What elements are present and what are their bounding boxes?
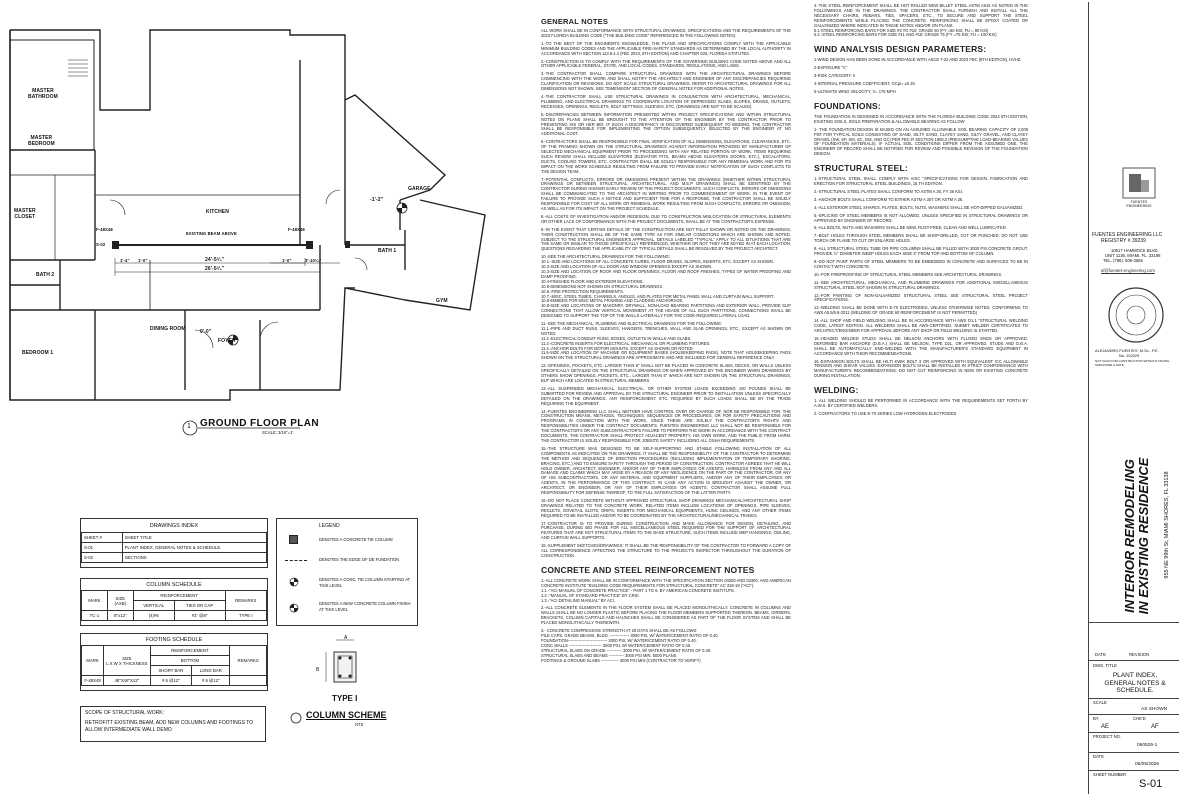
logo-text: FUENTES ENGINEERING: [1126, 200, 1152, 208]
cell: PLANT INDEX, GENERAL NOTES & SCHEDULE.: [122, 543, 266, 553]
ft-remarks: REMARKS: [230, 646, 267, 676]
note-item: 9.-DO NOT PAINT PARTS OF STEEL MEMBERS TO BE EMBEDDED IN CONCRETE AND SURFACES TO BE IN CONTACT WITH CONCRETE.: [814, 259, 1028, 269]
note-item: 1.-ALL CONCRETE WORK SHALL BE IN CONFORMANCE WITH THE SPECIFICATION SECTION 03200 AND 03300, AND AMERICAN CONCRETE INSTITUTE "BUILDING CODE REQUIREMENTS FOR STRUCTURAL CONCRETE" AC 318-19 ("ACI"). 1.1.-"ACI MANUAL OF CONCRETE PRACTICE" - PART 1 TO 6, BY AMERICAN CONCRETE INSTITUTE. 1.2.-"MANUAL OF STANDARD PRACTICE" BY CRSI. 1.3.-"ACI DETAILING MANUAL" BY ACI.: [541, 577, 791, 603]
dim-1-4: 1'-4": [120, 258, 130, 263]
wind-list: [814, 58, 1028, 95]
registry: REGISTRY # 39239: [1101, 238, 1146, 244]
scheme-marker: [290, 712, 302, 724]
note-item: 5-ULTIMATE WIND VELOCITY, V= 175 MPH: [814, 88, 896, 94]
note-item: 6.-ALL BOLTS, NUTS AND WASHERS SHALL BE NEW, RUST-FREE, CLEAN AND WELL LUBRICATED.: [814, 225, 1007, 231]
engineer-seal-icon: [1107, 286, 1165, 344]
dwg-title-label: DWG. TITLE: [1093, 663, 1117, 668]
date2-label: DATE: [1093, 754, 1104, 759]
footing-schedule: [80, 633, 268, 691]
dwg-title: PLANT INDEX, GENERAL NOTES & SCHEDULE.: [1104, 672, 1166, 694]
legend-item-2: DENOTES THE EDGE OF DE FUNDATION: [319, 557, 400, 562]
dim-24: 24'-5³⁄₄": [205, 257, 225, 263]
room-bath2: BATH 2: [36, 272, 55, 278]
note-item: 13.-ALL SUSPENDED MECHANICAL, ELECTRICAL, OR OTHER SYSTEM LOADS EXCEEDING 100 POUNDS SHALL BE SUBMITTED FOR REVIEW AND APPROVAL BY THE STRUCTURAL ENGINEER PRIOR TO INSTALLATION UNLESS SPECIFICALLY DETAILED ON THE DRAWINGS. ANY REINFORCEMENT, ETC. REQUIRED BY SUCH LOADS SHALL BE BY THE TRADE REQUIRING THE EQUIPMENT.: [541, 385, 791, 406]
scheme-nts: NTS: [355, 722, 364, 727]
note-item: 2-EXPOSURE "C": [814, 65, 848, 71]
col-mark: MARK: [82, 591, 108, 611]
note-item: 1-WIND DESIGN HAS BEEN DONE IN ACCORDANCE WITH ASCE 7-22 AND 2023 FBC (8TH EDITION), HVHZ.: [814, 57, 1022, 63]
note-item: 2.-ALL CONCRETE ELEMENTS IN THE FLOOR SYSTEM SHALL BE PLACED MONOLITHICALLY. CONCRETE IN COLUMNS AND WALLS SHALL BE NO LONGER PLASTIC BEFORE PLACING THE FLOOR MEMBERS SUPPORTED THEREON. BEAMS, GIRDERS, BRACKETS, COLUMN CAPITALS AND HAUNCHES SHALL BE CONSIDERED AS PART OF THE FLOOR SYSTEM AND SHALL BE PLACED MONOLITHICALLY THEREWITH.: [541, 605, 791, 626]
cell: S-01: [82, 543, 123, 553]
foundation-edge-icon: [285, 560, 307, 561]
note-item: 14.-ALL SHOP AND FIELD WELDING SHALL BE IN ACCORDANCE WITH AWS D1.1 "STRUCTURAL WELDING CODE, LATEST EDITION. ALL WELDERS SHALL BE AWS-CERTIFIED. SUBMIT WELDER CERTIFICATES TO ARCHITECT/ENGINEER FOR APPROVAL BEFORE ANY SHOP OR FIELD WELDING IS STARTED.: [814, 318, 1028, 333]
general-notes-list: [541, 42, 791, 559]
notes-column-2: [814, 4, 1028, 794]
cell: TYPE I: [225, 611, 266, 621]
welding-title: WELDING:: [814, 385, 859, 396]
sheet-number-label: SHEET NUMBER: [1093, 772, 1127, 777]
by-value: AE: [1101, 724, 1110, 730]
note-item: 1- THE FOUNDATION DESIGN IS BASED ON AN ASSUMED ALLOWABLE SOIL BEARING CAPACITY OF 2,000 PSF FOR TYPICAL SOILS CONSISTING OF SAND, SILTY SAND, CLAYEY SAND, SILTY GRAVEL, AND CLAYEY GRAVEL (SW, SP, SM, SC, GM, AND GC) PER FBC-R SECTION 1806.2 (PRESUMPTIVE LOAD-BEARING VALUES OF FOUNDATION MATERIALS). IF ACTUAL SOIL CONDITIONS DIFFER FROM THE ASSUMED ONE, THE ENGINEER OF RECORD SHALL BE NOTIFIED FOR REVIEW AND POSSIBLE REVISION OF THE FOUNDATION DESIGN.: [814, 126, 1028, 157]
table-row: [82, 676, 267, 686]
note-item: 11.-SEE THE MECHANICAL, PLUMBING AND ELECTRICAL DRAWINGS FOR THE FOLLOWING: 11.1.-PIPE AND DUCT RUNS, SLEEVES, HANGERS, TRENCHES, WALL AND SLAB OPENINGS, ETC., EXCEPT AS SHOWN OR NOTED. 11.2.-ELECTRICAL CONDUIT RUNS, BOXES, OUTLETS IN WALLS AND SLABS. 11.3.-CONCRETE INSERTS FOR ELECTRICAL, MECHANICAL OR PLUMBING FIXTURES. 11.4.-ANCHOR BOLTS FOR MOTOR MOUNTS, EXCEPT AS SHOWN OR NOTED. 11.5-SIZE AND LOCATION OF MACHINE OR EQUIPMENT BASES (HOUSEKEEPING PADS). NOTE THAT HOUSEKEEPING PADS SHOWN ON THE STRUCTURAL DRAWINGS ARE APPROXIMATE AND ARE INCLUDED FOR GENERAL REFERENCE ONLY.: [541, 321, 791, 361]
foundations-list: [814, 115, 1028, 157]
legend-item-4: DENOTES A NEW CONCRETE COLUMN FINISH AT THIS LEVEL: [319, 601, 411, 612]
ft-reinf: REINFORCEMENT: [150, 646, 230, 656]
tie-column-icon: [289, 535, 298, 544]
tag-footing-right: F-48X48: [288, 227, 305, 232]
note-item: 7.-POTENTIAL CONFLICTS, ERRORS OR OMISSIONS PRESENT WITHIN THE DRAWINGS (WHETHER WITHIN STRUCTURAL DRAWINGS OR BETWEEN STRUCTURAL, ARCHITECTURAL, AND M.E.P DRAWINGS) SHALL BE IDENTIFIED BY THE CONTRACTOR DURING HIS/HER EARLY REVIEW OF THE PROJECT DOCUMENTS. SUCH CONFLICTS, ERRORS OR OMISSIONS SHALL BE COMMUNICATED TO THE ARCHITECT IN WRITING PRIOR TO COMMENCEMENT OF WORK. IN THE EVENT OF FAILURE TO PROVIDE SUCH A NOTICE AND SUFFICIENT TIME FOR A RESPONSE, THE CONTRACTOR SHALL BE SOLELY RESPONSIBLE FOR COST OF ALL WORK OR REMEDIAL WORK RESULTING FROM SUCH CONFLICTS, ERRORS OR OMISSION, AS WELL AS FOR ITS IMPACT ON THE PROJECT SCHEDULE.: [541, 176, 791, 211]
project-address: 955 NE 99th St, MIAMI SHORES, FL 33138: [1164, 471, 1170, 579]
note-item: 12.-FOR PAINTING OF NON-GALVANIZED STRUCTURAL STEEL SEE STRUCTURAL STEEL PROJECT SPECIFICATIONS.: [814, 292, 1028, 303]
scheme-label-b: B: [316, 667, 320, 673]
legend: [276, 518, 418, 626]
tie-column-start-icon: [289, 577, 299, 587]
column-scheme-drawing: [312, 636, 372, 696]
dim-1-0-left: 1'-0": [138, 258, 148, 263]
note-item: 1.-TO THE BEST OF THE ENGINEER'S KNOWLEDGE, THE PLANS AND SPECIFICATIONS COMPLY WITH THE APPLICABLE MINIMUM BUILDING CODES AND THE APPLICABLE FIRE-SAFETY STANDARDS AS DETERMINED BY THE LOCAL AUTHORITY IN ACCORDANCE WITH SECTION 113.8.4.4 (FBC 2023, 8TH EDITION) AND CHAPTER 633, FLORIDA STATUTES.: [541, 40, 791, 56]
general-notes-intro: ALL WORK SHALL BE IN CONFORMANCE WITH STRUCTURAL DRAWINGS, SPECIFICATIONS AND THE REQUIREMENTS OF THE 2023 FLORIDA BUILDING CODE ("THE BUILDING CODE" REFERENCED IN THE FOLLOWING NOTES).: [541, 28, 791, 38]
cell: # 6 @12": [150, 676, 192, 686]
col-vertical: VERTICAL: [133, 601, 174, 611]
room-foyer: FOYER: [218, 338, 236, 344]
cell: [230, 676, 267, 686]
note-item: 16.-DO NOT PLACE CONCRETE WITHOUT APPROVED STRUCTURAL SHOP DRAWINGS MECHANICAL/ARCHITECTURAL SHOP DRAWINGS RELATED TO THE CONCRETE WORK. RELATED ITEMS INCLUDE LOCATIONS OF OPENINGS, PIPE SLEEVES, REGLETS, DOVETAIL SLOTS, DRIPS, INSERTS FOR MECHANICAL EQUIPMENTS, HUNG CEILINGS, AND ANY OTHER ITEMS REQUIRED TO BE INSTALLED AND/OR TO BE COORDINATED BY THE ARCHITECTURAL/MECHANICAL TRADES.: [541, 497, 791, 518]
note-item: 15.-HEADED WELDED STUDS SHALL BE NELSON ANCHORS WITH FLUXED ENDS OR APPROVED. DEFORMED BAR ANCHORS (D.B.A.) SHALL BE NELSON, TYPE D2L, OR APPROVED. STUDS AND D.B.A. SHALL BE AUTOMATICALLY END-WELDED WITH THE MANUFACTURER'S STANDARD EQUIPMENT IN ACCORDANCE WITH THEIR RECOMMENDATIONS.: [814, 335, 1028, 356]
note-item: 5.-DISCREPANCIES BETWEEN INFORMATION PRESENTED WITHIN PROJECT SPECIFICATIONS AND WITHIN STRUCTURAL NOTES ON PLANS SHALL BE BROUGHT TO THE ATTENTION OF THE ENGINEER BY THE CONTRACTOR PRIOR TO PRESENTING HIS OR HER BID. IF SUCH A DISCREPANCY IS DISCOVERED SUBSEQUENT TO BIDDING, THE CONTRACTOR SHALL BE RESPONSIBLE FOR IMPLEMENTING THE OPTION SUBSEQUENTLY SELECTED BY THE ENGINEER AT NO ADDITIONAL COST.: [541, 111, 791, 137]
note-item: THE FOUNDATION IS DESIGNED IN ACCORDANCE WITH THE FLORIDA BUILDING CODE 2023 8TH EDITION, EXISTING SOILS, SOILS PREPARATION & ALLOWABLE BEARING AS FOLLOW:: [814, 113, 1028, 124]
new-column-icon: [289, 603, 299, 613]
room-master-bathroom: MASTER BATHROOM: [28, 88, 58, 100]
legend-title: LEGEND: [319, 523, 340, 529]
by-label: BY: [1093, 716, 1099, 721]
scope-title: SCOPE OF STRUCTURAL WORK:: [85, 710, 164, 716]
scope-text: RETROFITT EXISTING BEAM, ADD NEW COLUMNS AND FOOTINGS TO ALLOW INTERMEDIATE WALL DEMO: [85, 720, 254, 733]
note-item: 3.-THE CONTRACTOR SHALL COMPARE STRUCTURAL DRAWINGS WITH THE ARCHITECTURAL DRAWINGS BEFORE COMMENCING WITH THE WORK AND SHALL NOTIFY THE ARCHITECT AND ENGINEER OF ANY DISCREPANCIES REQUIRING CLARIFICATION OR REVISIONS. DO NOT SCALE STRUCTURAL DRAWINGS. REFER TO ARCHITECTURAL DRAWINGS FOR ALL DIMENSIONS NOT SHOWN. SEE "DIMENSION" SECTION OF GENERAL NOTES FOR ADDITIONAL NOTES.: [541, 71, 791, 92]
license-number: No. 102029: [1119, 353, 1140, 358]
cell: #3¨ @8": [174, 611, 225, 621]
company-name: FUENTES ENGINEERING LLC: [1092, 232, 1163, 238]
room-bedroom1: BEDROOM 1: [22, 350, 54, 356]
email-link[interactable]: af@fuentes-engineering.com: [1101, 268, 1155, 273]
sheet-number: S-01: [1139, 778, 1163, 790]
cell: 48"X48"X12": [104, 676, 150, 686]
foundations-title: FOUNDATIONS:: [814, 100, 881, 111]
date2-value: 06/05/2026: [1135, 762, 1160, 767]
scheme-type: TYPE I: [332, 694, 358, 703]
project-title: INTERIOR REMODELING IN EXISTING RESIDENCE: [1122, 457, 1151, 615]
room-master-closet: MASTER CLOSET: [14, 208, 36, 220]
concrete-notes-title: CONCRETE AND STEEL REINFORCEMENT NOTES: [541, 564, 755, 575]
elevation-garage: -1'-2": [370, 197, 384, 203]
footing-schedule-title: FOOTING SCHEDULE: [145, 637, 203, 643]
col-size: SIZE (AXB): [107, 591, 133, 611]
table-row: [82, 543, 267, 553]
title-block: [1088, 2, 1179, 794]
project-no-label: PROJECT NO.: [1093, 734, 1122, 739]
note-item: 4.-THE CONTRACTOR SHALL USE STRUCTURAL DRAWINGS IN CONJUNCTION WITH ARCHITECTURAL, MECHANICAL, PLUMBING, AND ELECTRICAL DRAWINGS TO COORDINATE LOCATION OF DEPRESSED SLABS, SLOPES, DRAINS, OUTLETS, RECESSES, OPENINGS, REGLETS, BOLT SETTINGS, SLEEVES, ETC. (DRAWINGS ARE NOT TO BE SCALED).: [541, 93, 791, 109]
room-master-bedroom: MASTER BEDROOM: [28, 135, 55, 147]
welding-list: [814, 399, 1028, 417]
room-kitchen: KITCHEN: [206, 209, 229, 215]
dim-1-0-right: 1'-0": [282, 258, 292, 263]
structural-steel-list: [814, 177, 1028, 379]
scale-label: SCALE: [1093, 700, 1107, 705]
note-item: 4.-ALL EXTERIOR STEEL SHAPES, PLATES, BOLTS, NUTS, WASHERS SHALL BE HOT-DIPPED GALVANIZED.: [814, 204, 1024, 210]
dim-26: 26'-5³⁄₄": [205, 266, 225, 272]
note-item: 8.-ALL COSTS OF INVESTIGATION AND/OR REDESIGN, DUE TO CONSTRUCTION MISLOCATION OR STRUCTURAL ELEMENTS OR OTHER LACK OF CONFORMANCE WITH THE PROJECT DOCUMENTS, SHALL BE AT THE CONTRACTOR'S EXPENSE.: [541, 213, 791, 224]
note-item: 15.-THE STRUCTURE WAS DESIGNED TO BE SELF-SUPPORTING AND STABLE FOLLOWING INSTALLATION OF ALL COMPONENTS AS INDICATED ON THE DRAWINGS. IT SHALL BE THE RESPONSIBILITY OF THE CONTRACTOR TO DETERMINE THE METHOD AND SEQUENCE OF ERECTION PROCEDURES (INCLUDING IMPLEMENTATION OF TEMPORARY SHORING, BRACING, ETC.) AND TO ENSURE SAFETY THROUGH THE PERIOD OF CONSTRUCTION. CONTRACTOR AGREES THAT HE WILL HOLD OWNER, ARCHITECT, ENGINEER, AND/OR ANY OF THEIR EMPLOYEES OR AGENTS, HARMLESS FROM ANY AND ALL DAMAGE AND CLAIMS WHICH MAY ARISE BY A REASON OF ANY NEGLIGENCE ON THE PART OF THE CONTRACTOR, OR ANY OF HIS SUBCONTRACTORS, OR ANY MATERIAL AND EQUIPMENT SUPPLIERS, AND/OR ANY OF THEIR EMPLOYEES OR AGENTS, IN THE PERFORMANCE OF THIS CONTRACT. IN CASE ANY ACTION IS BROUGHT AGAINST THE OWNER, OR ARCHITECT, OR ENGINEER, OR ANY OF THEIR EMPLOYEES OR AGENTS, CONTRACTOR SHALL ASSUME FULL RESPONSIBILITY FOR DEFENSE THEREOF, TO THE FULL SATISFACTION OF THE LATTER PARTY.: [541, 445, 791, 496]
tag-s02: S-02: [96, 242, 106, 247]
note-item: 13.-WELDING SHALL BE DONE WITH E-70 ELECTRODES, UNLESS OTHERWISE NOTED. CONFORMING TO AWS A5.5/5.8-2011 (WELDING OF GRADE 60 REINFORCEMENT IS NOT PERMITTED): [814, 305, 1028, 316]
revision-label: REVISION: [1129, 652, 1150, 657]
plan-number: 1: [187, 423, 191, 430]
note-item: 3.-ANCHOR BOLTS SHALL CONFORM TO EITHER ASTM A 307 OR ASTM A 36.: [814, 196, 964, 202]
room-gym: GYM: [436, 298, 448, 304]
note-item: 2.-STRUCTURAL STEEL PLATES SHALL CONFORM TO ASTM A 36, FY 36 KSI.: [814, 188, 963, 194]
cell: TC-1: [82, 611, 108, 621]
column-schedule-title: COLUMN SCHEDULE: [146, 582, 202, 588]
scale-value: AS SHOWN: [1141, 707, 1168, 712]
note-item: 1. ALL WELDING SHOULD BE PERFORMED IN ACCORDANCE WITH THE REQUIREMENTS SET FORTH BY A.W.S. BY CERTIFIED WELDERS.: [814, 398, 1028, 409]
legend-item-3: DENOTES A CONC. TIE COLUMN STARTING AT THIS LEVEL: [319, 577, 411, 588]
plan-title: GROUND FLOOR PLAN: [200, 418, 320, 429]
address-line2: UNIT 1136, MIAMI, FL. 33196: [1105, 253, 1161, 258]
tag-existing-beam: EXISTING BEAM ABOVE: [186, 231, 237, 236]
note-item: 1.-STRUCTURAL STEEL SHALL COMPLY WITH AISC "SPECIFICATIONS FOR DESIGN, FABRICATION AND ERECTION FOR STRUCTURAL STEEL BUILDINGS, 15 TH EDITION.: [814, 176, 1028, 187]
col-ties: TIES OR CAP: [174, 601, 225, 611]
ft-mark: MARK: [82, 646, 104, 676]
note-item: 3-RISK CATEGORY: II: [814, 73, 856, 79]
wind-title: WIND ANALYSIS DESIGN PARAMETERS:: [814, 44, 987, 55]
room-bath1: BATH 1: [378, 248, 397, 254]
note-item: 16.-EXPANSION BOLTS SHALL BE HILTI KWIK BOLT 3 OR APPROVED WITH EQUIVALENT ICC ALLOWABLE TENSION AND SHEAR VALUES. EXPANSION BOLTS SHALL BE INSTALLED IN STRICT CONFORMANCE WITH MANUFACTURER'S RECOMMENDATIONS. DO NOT CUT REINFORCING IN NEW OR EXISTING CONCRETE DURING INSTALLATION.: [814, 358, 1028, 379]
cell: F-48X48: [82, 676, 104, 686]
table-row: [82, 553, 267, 563]
legend-item-1: DENOTES A CONCRETE TIE COLUMN: [319, 537, 393, 542]
general-notes-title: GENERAL NOTES: [541, 17, 609, 26]
cell: S-02: [82, 553, 123, 563]
room-garage: GARAGE: [408, 186, 431, 192]
col-remarks: REMARKS: [225, 591, 266, 611]
note-item: 4-INTERNAL PRESSURE COEFFICIENT, GCpi= ±0.18: [814, 81, 915, 87]
date-label: DATE: [1095, 652, 1106, 657]
index-header-title: SHEET TITLE: [122, 533, 266, 543]
project-no-value: 060526-1: [1137, 743, 1158, 748]
drawings-index: [80, 518, 268, 568]
col-reinf: REINFORCEMENT: [133, 591, 225, 601]
room-dining: DINING ROOM: [150, 326, 186, 332]
telephone: TEL. (786). 505-3555: [1103, 258, 1143, 263]
note-item: 10.-SEE THE ARCHITECTURAL DRAWINGS FOR THE FOLLOWING: 10.1.-SIZE AND LOCATIONS OF ALL CONCRETE CURBS, FLOOR DRAINS, SLOPES, INSERTS, ETC. EXCEPT AS SHOWN. 10.2-SIZE AND LOCATION OF ALL DOOR AND WINDOW OPENINGS EXCEPT AS SHOWN. 10.3-SIZE AND LOCATION OF ROOF AND FLOOR OPENINGS, FLOOR AND ROOF FINISHES, TYPES OF WATER PROOFING AND DAMP PROOFING. 10.4-FINISHED FLOOR AND EXTERIOR ELEVATIONS. 10.5-DIMENSIONS NOT SHOWN ON STRUCTURAL DRAWINGS. 10.6.-FIRE PROTECTION REQUIREMENTS. 10.7.-MISC. STEEL TUBES, CHANNELS, ANGLES, AND PLATES FOR METAL PANEL WALL AND CURTAIN WALL SUPPORT. 10.8-EMBEDS FOR MISC METAL FRAMING AND CLADDING ANCHORAGE. 10.9-SIZE AND LOCATIONS OF MASONRY, DRYWALL, NON-LOAD BEARING PARTITIONS AND EXTERIOR WALL. PROVIDE SLIP CONNECTIONS THAT ALLOW VERTICAL MOVEMENT AT THE HEADS OF ALL SUCH PARTITIONS. CONNECTIONS SHALL BE DESIGNED TO SUPPORT THE TOP OF THE WALLS LATERALLY FOR THE CODE-REQUIRED LATERAL LOAD.: [541, 254, 791, 319]
note-item: 6.-CONTRACTORS SHALL BE RESPONSIBLE FOR FINAL VERIFICATION OF ALL DIMENSIONS, ELEVATIONS, CLEARANCES, ETC. OF THE FRAMING SHOWN ON THE STRUCTURAL DRAWINGS AGAINST INFORMATION PROVIDED BY MANUFACTURER OF SELECTED MECHANICAL EQUIPMENT PRIOR TO PROCEEDING WITH ANY RELATED PORTION OF WORK. ITEMS REQUIRING SUCH REVIEW SHALL INCLUDE ELEVATORS (ELEVATOR PITS, BEAMS ABOVE ELEVATORS DOORS, ETC.), ESCALATORS, DUCTS, COOLING TOWERS, ETC. CONTRACTOR SHALL BE SOLELY RESPONSIBLE FOR ANY REMEDIAL WORK AND FOR ITS IMPACT ON THE WORK SCHEDULE RESULTING FROM FAILURE TO PROVIDE EARLY NOTIFICATION OF SUCH CONFLICTS TO THE DESIGN TEAM.: [541, 139, 791, 174]
ft-short: SHORT BAR: [150, 666, 192, 676]
note-item: 12.-OPENINGS, POCKETS, ETC. LARGER THAN 6" SHALL NOT BE PLACED IN CONCRETE SLABS, DECKS, OR WALLS UNLESS SPECIFICALLY DETAILED ON THE STRUCTURAL DRAWINGS OR WHEN APPROVED BY THE ENGINEER WHEN DRAWINGS BY OTHERS SHOW OPENINGS, POCKETS, ETC., LARGER THAN 6" WHICH ARE NOT SHOWN ON THE STRUCTURAL DRAWINGS, BUT WHICH ARE LOCATED IN STRUCTURAL MEMBERS.: [541, 363, 791, 383]
scheme-title: COLUMN SCHEME: [306, 710, 387, 720]
note-item: 9.-IN THE EVENT THAT CERTAIN DETAILS OF THE CONSTRUCTION ARE NOT FULLY SHOWN OR NOTED ON THE DRAWINGS, THEIR CONSTRUCTION SHALL BE OF THE SAME TYPE AS FOR SIMILAR CONDITIONS WHICH ARE SHOWN AND NOTED. SUBJECT TO THE STRUCTURAL ENGINEER'S APPROVAL. DETAILS LABELED "TYPICAL" APPLY TO ALL SITUATIONS THAT ARE THE SAME OR SIMILAR TO THOSE SPECIFICALLY REFERENCED, WHETHER OR NOT THEY ARE KEYED IN AT EACH LOCATION. QUESTIONS REGARDING THE APPLICABILITY OF TYPICAL DETAILS SHALL BE RESOLVED BY THE PROJECT ARCHITECT.: [541, 226, 791, 252]
general-notes: [541, 14, 791, 794]
note-item: 17.-CONTRACTOR IS TO PROVIDE DURING CONSTRUCTION AND MAKE ALLOWANCE FOR DESIGN, DETAILING, AND PURCHASE, DURING BID PHASE FOR ALL MISCELLANEOUS STEEL REQUIRED FOR THE SUPPORT OF ARCHITECTURAL FEATURES THAT ARE NOT STRUCTURAL ITEMS TO THE BASE STRUCTURE, SUCH ITEMS INCLUDE MEP HANGINGS, CEILING, AND CURTAIN WALL SUPPORTS.: [541, 520, 791, 541]
table-row: [82, 611, 267, 621]
cell: # 6 @12": [192, 676, 230, 686]
concrete-notes-list: [541, 579, 791, 664]
cell: SECTIONS: [122, 553, 266, 563]
structural-steel-title: STRUCTURAL STEEL:: [814, 163, 908, 174]
note-item: 2. CONTRACTORS TO USE E-70 SERIES LOW HYDROGEN ELECTRODES: [814, 410, 957, 416]
chkd-value: AF: [1151, 724, 1159, 730]
scope-of-work: [80, 706, 266, 742]
steel-reinforcement-list: [814, 4, 1028, 38]
dim-3-10: 3'-10¹⁄₄": [305, 258, 322, 263]
seal-note: NOT VALID FOR CONSTRUCTION WITHOUT DIGITAL SIGNATURE & DATE: [1095, 359, 1170, 367]
drawings-index-title: DRAWINGS INDEX: [149, 523, 199, 529]
plan-scale: SCALE: 3/16"=1': [262, 430, 294, 435]
note-item: 14.-FUENTES ENGINEERING LLC SHALL NEITHER HAVE CONTROL OVER OR CHARGE OF, NOR BE RESPONSIBLE FOR, THE CONSTRUCTION MEANS, METHODS, TECHNIQUES, SEQUENCES OR PROCEDURES, OR FOR SAFETY PRECAUTIONS AND PROGRAMS IN CONNECTION WITH THE WORK, SINCE THESE ARE SOLELY THE CONTRACTOR'S RIGHTS AND RESPONSIBILITIES UNDER THE CONTRACT DOCUMENTS. FUENTES ENGINEERING LLC SHALL NOT BE RESPONSIBLE FOR THE CONTRACTOR'S OR ANY SUBCONTRACTOR'S FAILURE TO PERFORM THE WORK IN ACCORDANCE WITH THE CONTRACT DOCUMENTS. THE CONTRACTOR SHALL PROTECT ADJACENT PROPERTY, HIS OWN WORK, AND THE PUBLIC FROM HARM. THE CONTRACTOR IS SOLELY RESPONSIBLE FOR JOBSITE SAFETY INCLUDING ALL OSHA REQUIREMENTS.: [541, 408, 791, 443]
note-item: 10.-FOR FIREPROOFING OF STRUCTURAL STEEL MEMBERS SEE ARCHITECTURAL DRAWINGS.: [814, 271, 1003, 277]
cell: 8"x12": [107, 611, 133, 621]
ft-size: SIZE L X W X THICKNESS: [104, 646, 150, 676]
engineer-name: ALEJANDRO FUENTES, M.Sc., P.E.: [1095, 348, 1159, 353]
note-item: 18.-SUPPLEMENT SKETCHES/DRAWINGS: IT SHALL BE THE RESPONSIBILITY OF THE CONTRACTOR TO FORWARD A COPY OF ALL CORRESPONDENCE AFFECTING THE STRUCTURE TO THE PROJECT'S INSPECTOR THROUGHOUT THE DURATION OF CONSTRUCTION.: [541, 543, 791, 558]
address-line1: 10617 HAMMOCK BLVD.: [1111, 248, 1159, 253]
index-header-sheet: SHEET #: [82, 533, 123, 543]
ft-long: LONG BAR: [192, 666, 230, 676]
note-item: 8.-ALL STRUCTURAL STEEL TUBE OR PIPE COLUMNS SHALL BE FILLED WITH 3000 PSI CONCRETE GROUT. PROVIDE ½" DIAMETER WEEP HOLES EACH SIDE 3" FROM TOP AND BOTTOM OF COLUMN.: [814, 246, 1028, 257]
note-item: 3.- CONCRETE COMPRESSIVE STRENGTH AT 28 DAYS SHALL BE AS FOLLOWS: PILE CAPS, GRADE BEAMS, BLDG. -------------- 3000 PSI, W/ WATER/CEMENT RATIO OF 0.40 FOUNDATION----------------------------- 3000 PSI, W/ WATER/CEMENT RATIO OF 0.40. CONC WALLS ------------------------ 3000 PSI, W/ WATER/CEMENT RATIO OF 0.40. STRUCTURAL SLABS ON GRADE ----------- 3000 PSI, W/ WATER/CEMENT RATIO OF 0.40. STRUCTURAL SLABS AND BEAMS ----------- 3000 PSI MIN. 5000 PLANS FOOTINGS & GROUND SLABS ------------- 3000 PSI MIN (CONTRACTOR TO VERIFY): [541, 628, 718, 663]
scheme-label-a: A: [344, 635, 348, 641]
note-item: 4.-THE STEEL REINFORCEMENT SHALL BE HOT ROLLED NEW BILLET STEEL ASTM A615 AS NOTED IN THE FOLLOWINGS AND IN THE DRAWINGS. THE CONTRACTOR SHALL FURNISH AND INSTALL ALL THE NECESSARY CHAIRS, REBARS, TIES, SPACERS, ETC., TO SECURE AND SUPPORT THE STEEL REINFORCEMENTS WHILE PLACING THE CONCRETE. REINFORCING SHALL BE EPOXY COATED OR GALVANIZED WHERE INDICATED IN THESE NOTES AND/OR ON PLANS. 5.1-STEEL REINFORCING BARS FOR SIZE #3 TO #10: GRADE 60 (FY =60 KSI; FU = 90 KSI) 5.2.-STEEL REINFORCING BARS FOR SIZE #11 AND #18: GRADE 75 (FY =75 KSI; FU = 100 KSI): [814, 4, 1028, 38]
note-item: 5.-SPLICING OF STEEL MEMBERS IS NOT ALLOWED, UNLESS SPECIFIED IN STRUCTURAL DRAWINGS OR APPROVED BY ENGINEER OF RECORD.: [814, 212, 1028, 223]
note-item: 2.-CONSTRUCTION IS TO COMPLY WITH THE REQUIREMENTS OF THE GOVERNING BUILDING CODE NOTED ABOVE AND ALL OTHER APPLICABLE FEDERAL, STATE, AND LOCAL CODES, STANDARDS, REGULATIONS, AND LAWS.: [541, 58, 791, 69]
floor-plan-drawing: [0, 0, 520, 450]
elevation-foyer: 0'-0": [200, 329, 212, 335]
note-item: 11.-SEE ARCHITECTURAL, MECHANICAL, AND PLUMBING DRAWINGS FOR ADDITIONAL MISCELLANEOUS STRUCTURAL STEEL NOT SHOWN IN STRUCTURAL DRAWINGS.: [814, 279, 1028, 290]
note-item: 7.-BOLT HOLES THROUGH STEEL MEMBERS SHALL BE SHOP-DRILLED, CUT OR PUNCHED. DO NOT USE TORCH OR FLAME TO CUT OR ENLARGE HOLES.: [814, 233, 1028, 244]
tag-footing-left: F-48X48: [96, 227, 113, 232]
ft-bottom: BOTTOM: [150, 656, 230, 666]
column-schedule: [80, 578, 268, 626]
chkd-label: CHK'D: [1133, 716, 1146, 721]
cell: (4)#6: [133, 611, 174, 621]
